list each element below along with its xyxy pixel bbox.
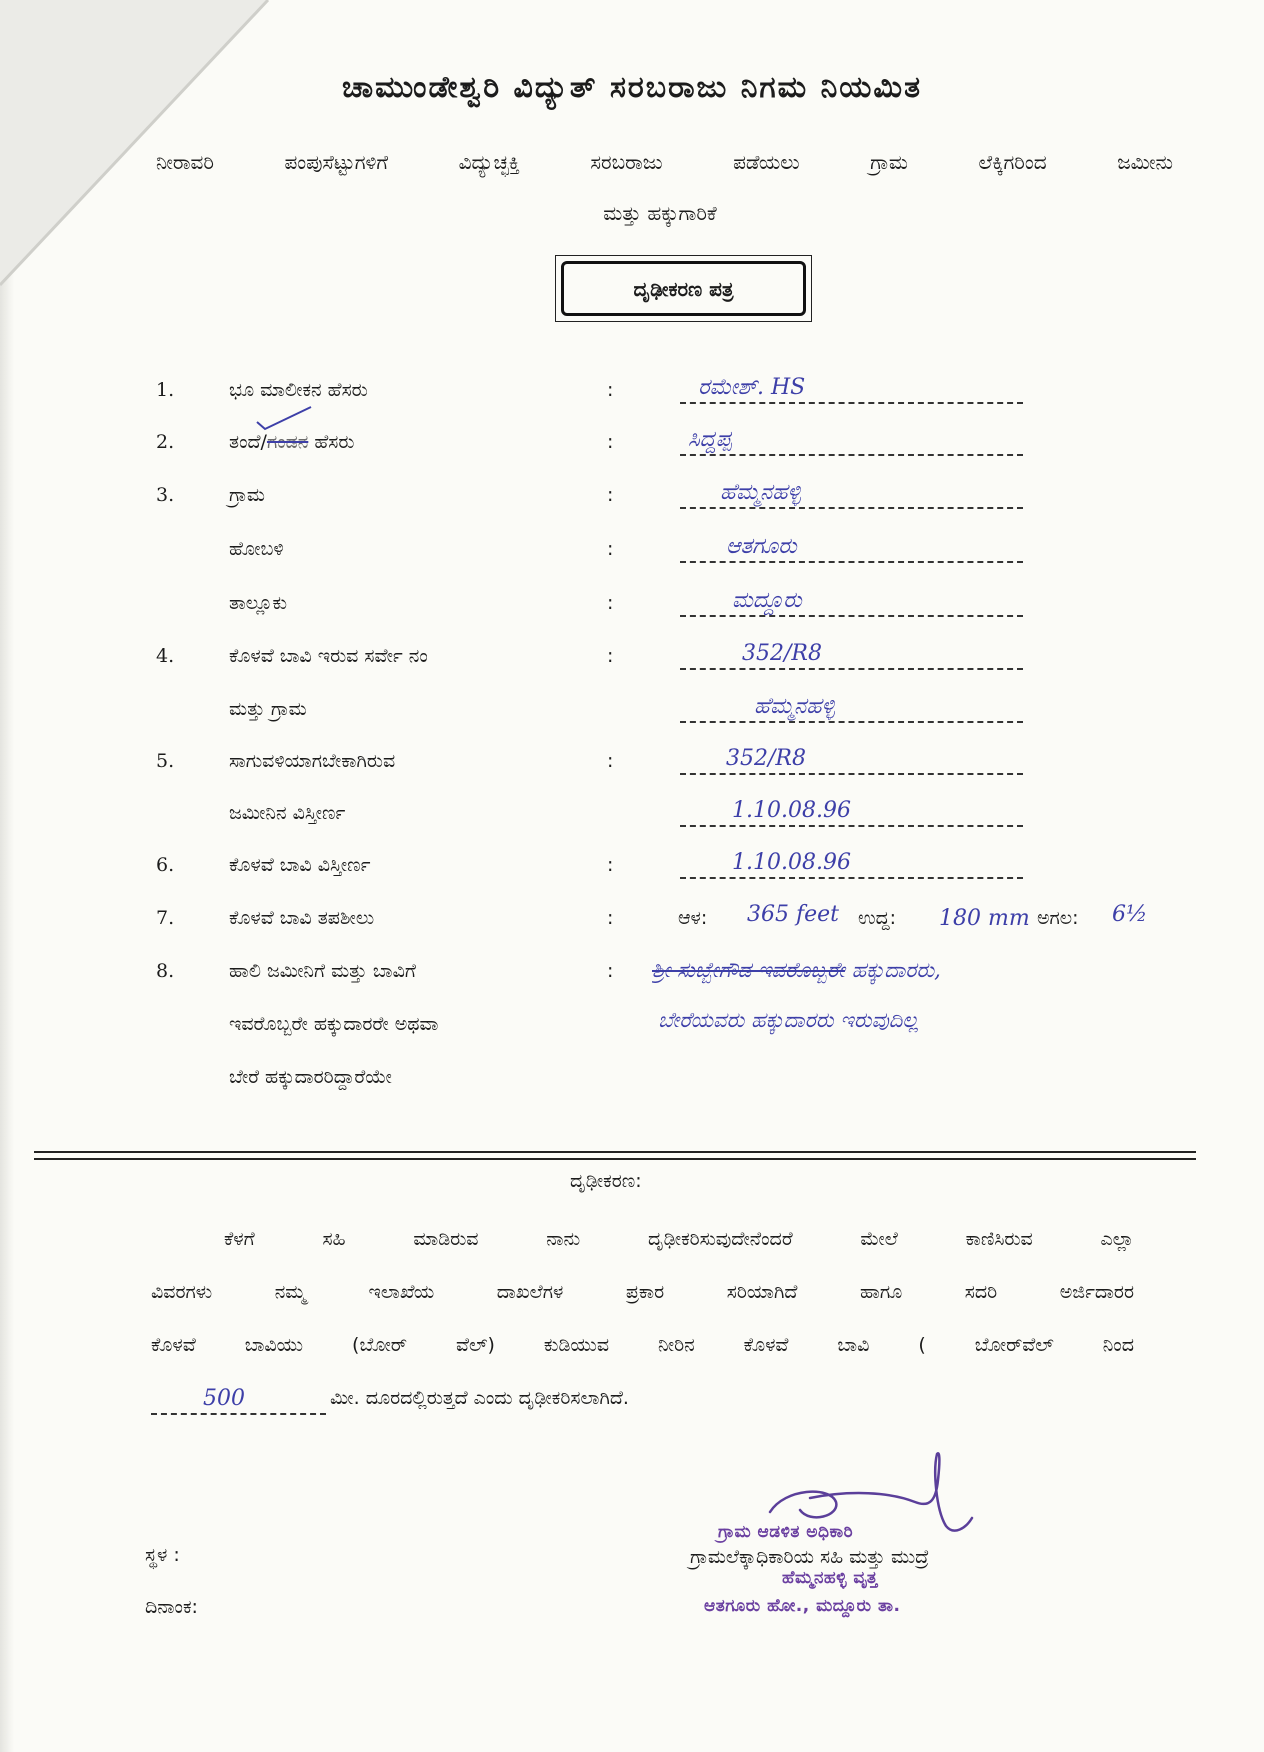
separator-line (34, 1158, 1196, 1160)
field-row-taluk (0, 587, 1264, 621)
field-row-borewell-area (0, 849, 1264, 883)
field-label: ಕೊಳವೆ ಬಾವಿ ವಿಸ್ತೀರ್ಣ (229, 854, 371, 876)
date-label: ದಿನಾಂಕ: (145, 1596, 198, 1618)
certificate-title-box (555, 255, 812, 322)
field-label: ತಾಲ್ಲೂಕು (229, 592, 288, 614)
handwritten-value: 1.10.08.96 (732, 798, 851, 823)
field-value-line (680, 640, 1023, 670)
field-row-borewell-details (0, 902, 1264, 936)
handwritten-value: 352/R8 (742, 641, 822, 666)
field-colon: : (607, 960, 614, 982)
field-label: ಕೊಳವೆ ಬಾವಿ ತಪಶೀಲು (229, 907, 375, 929)
field-row-survey-number (0, 640, 1264, 674)
handwritten-value: ಹೆಮ್ಮನಹಳ್ಳಿ (754, 694, 835, 719)
field-number: 1. (156, 379, 175, 401)
field-label-line: ಹಾಲಿ ಜಮೀನಿಗೆ ಮತ್ತು ಬಾವಿಗೆ (229, 960, 416, 982)
handwritten-value: ರಮೇಶ್. HS (698, 375, 806, 400)
field-value-line (680, 745, 1023, 775)
field-row-owner-name (0, 374, 1264, 408)
field-label: ಗ್ರಾಮ (229, 484, 265, 506)
field-value-line (680, 797, 1023, 827)
field-label: ಕೊಳವೆ ಬಾವಿ ಇರುವ ಸರ್ವೇ ನಂ (229, 645, 428, 667)
certification-line: ಕೆಳಗೆ ಸಹಿ ಮಾಡಿರುವ ನಾನು ದೃಢೀಕರಿಸುವುದೇನೆಂದರೆ ಮೇಲೆ ಕಾಣಿಸಿರುವ ಎಲ್ಲಾ (224, 1228, 1134, 1250)
struck-label-part: ಗಂಡನ (266, 431, 309, 453)
width-label: ಅಗಲ: (1037, 907, 1079, 929)
field-label-part: ತಂದೆ/ (229, 431, 267, 453)
field-number: 2. (156, 431, 175, 453)
field-colon: : (607, 379, 614, 401)
certification-heading: ದೃಢೀಕರಣ: (570, 1170, 642, 1192)
field-colon: : (607, 645, 614, 667)
handwritten-value: ಆತಗೂರು (726, 534, 797, 559)
length-value: 180 mm (939, 906, 1030, 931)
field-number: 7. (156, 907, 175, 929)
field-colon: : (607, 750, 614, 772)
field-label-line: ಇವರೊಬ್ಬರೇ ಹಕ್ಕುದಾರರೇ ಅಥವಾ (229, 1013, 439, 1035)
field-row-cultivation (0, 745, 1264, 779)
field-number: 3. (156, 484, 175, 506)
field-colon: : (607, 592, 614, 614)
field-value-line (680, 479, 1023, 509)
depth-value: 365 feet (747, 902, 840, 927)
field-row-father-name (0, 426, 1264, 460)
ownership-handwritten-line1 (652, 958, 1232, 992)
field-label: ಭೂ ಮಾಲೀಕನ ಹೆಸರು (229, 379, 368, 401)
field-number: 5. (156, 750, 175, 772)
field-row-land-area (0, 797, 1264, 831)
signature-label: ಗ್ರಾಮಲೆಕ್ಕಾಧಿಕಾರಿಯ ಸಹಿ ಮತ್ತು ಮುದ್ರೆ (690, 1546, 929, 1568)
handwritten-value: 352/R8 (726, 746, 806, 771)
length-label: ಉದ್ದ: (858, 907, 896, 929)
signature (740, 1440, 1000, 1560)
struck-handwritten-text: ಶ್ರೀ ಸುಬ್ಬೇಗೌಡ ಇವರೊಬ್ಬರೇ (652, 958, 845, 982)
field-value-line (680, 849, 1023, 879)
field-row-hobli (0, 533, 1264, 567)
field-colon: : (607, 854, 614, 876)
separator-line (34, 1151, 1196, 1153)
depth-label: ಆಳ: (678, 907, 708, 929)
handwritten-value: ಮದ್ದೂರು (732, 588, 802, 613)
field-row-survey-village (0, 693, 1264, 727)
field-label: ಮತ್ತು ಗ್ರಾಮ (229, 698, 307, 720)
field-row-ownership-cont (0, 1061, 1264, 1095)
handwritten-text: ಹಕ್ಕುದಾರರು, (844, 958, 941, 982)
field-number: 6. (156, 854, 175, 876)
stamp-line: ಆತಗೂರು ಹೋ., ಮದ್ದೂರು ತಾ. (704, 1596, 901, 1616)
field-label-part: ಹೆಸರು (308, 431, 355, 453)
field-label: ಜಮೀನಿನ ವಿಸ್ತೀರ್ಣ (229, 802, 346, 824)
field-value-line (680, 533, 1023, 563)
field-colon: : (607, 907, 614, 929)
certification-line: ವಿವರಗಳು ನಮ್ಮ ಇಲಾಖೆಯ ದಾಖಲೆಗಳ ಪ್ರಕಾರ ಸರಿಯಾಗಿದೆ ಹಾಗೂ ಸದರಿ ಅರ್ಜಿದಾರರ (151, 1281, 1134, 1303)
stamp-line: ಗ್ರಾಮ ಆಡಳಿತ ಅಧಿಕಾರಿ (718, 1522, 854, 1542)
field-value-line (680, 693, 1023, 723)
distance-blank (151, 1383, 326, 1415)
handwritten-value: ಹೆಮ್ಮನಹಳ್ಳಿ (720, 480, 801, 505)
field-value-line (680, 587, 1023, 617)
document-title: ಚಾಮುಂಡೇಶ್ವರಿ ವಿದ್ಯುತ್ ಸರಬರಾಜು ನಿಗಮ ನಿಯಮಿತ (342, 70, 922, 105)
field-row-village (0, 479, 1264, 513)
field-value-line (680, 374, 1023, 404)
width-value: 6½ (1112, 902, 1148, 927)
document-subtitle-line2: ಮತ್ತು ಹಕ್ಕುಗಾರಿಕೆ (603, 201, 717, 225)
ownership-handwritten-line2: ಬೇರೆಯವರು ಹಕ್ಕುದಾರರು ಇರುವುದಿಲ್ಲ (658, 1008, 919, 1032)
field-colon: : (607, 484, 614, 506)
field-number: 8. (156, 960, 175, 982)
field-colon: : (607, 538, 614, 560)
certification-line-end: ಮೀ. ದೂರದಲ್ಲಿರುತ್ತದೆ ಎಂದು ದೃಢೀಕರಿಸಲಾಗಿದೆ. (330, 1387, 629, 1409)
certification-line: ಕೊಳವೆ ಬಾವಿಯು (ಬೋರ್ ವೆಲ್) ಕುಡಿಯುವ ನೀರಿನ ಕೊಳವೆ ಬಾವಿ ( ಬೋರ್‌ವೆಲ್ ನಿಂದ (151, 1334, 1134, 1356)
handwritten-value: 1.10.08.96 (732, 850, 851, 875)
field-label: ಸಾಗುವಳಿಯಾಗಬೇಕಾಗಿರುವ (229, 750, 396, 772)
field-label: ಹೋಬಳಿ (229, 538, 284, 560)
certificate-title: ದೃಢೀಕರಣ ಪತ್ರ (561, 261, 806, 316)
checkmark-icon (255, 404, 315, 432)
distance-handwritten-value: 500 (203, 1386, 245, 1411)
field-number: 4. (156, 645, 175, 667)
field-colon: : (607, 431, 614, 453)
handwritten-value: ಸಿದ್ದಪ್ಪ (688, 427, 732, 452)
field-value-line (680, 426, 1023, 456)
place-label: ಸ್ಥಳ : (145, 1544, 180, 1566)
document-subtitle-line1: ನೀರಾವರಿ ಪಂಪುಸೆಟ್ಟುಗಳಿಗೆ ವಿದ್ಯುಚ್ಛಕ್ತಿ ಸರಬರಾಜು ಪಡೆಯಲು ಗ್ರಾಮ ಲೆಕ್ಕಿಗರಿಂದ ಜಮೀನು (156, 150, 1173, 174)
field-label-line: ಬೇರೆ ಹಕ್ಕುದಾರರಿದ್ದಾರೆಯೇ (229, 1066, 392, 1088)
field-label (229, 431, 354, 453)
stamp-line: ಹೆಮ್ಮನಹಳ್ಳಿ ವೃತ್ತ (782, 1568, 878, 1588)
